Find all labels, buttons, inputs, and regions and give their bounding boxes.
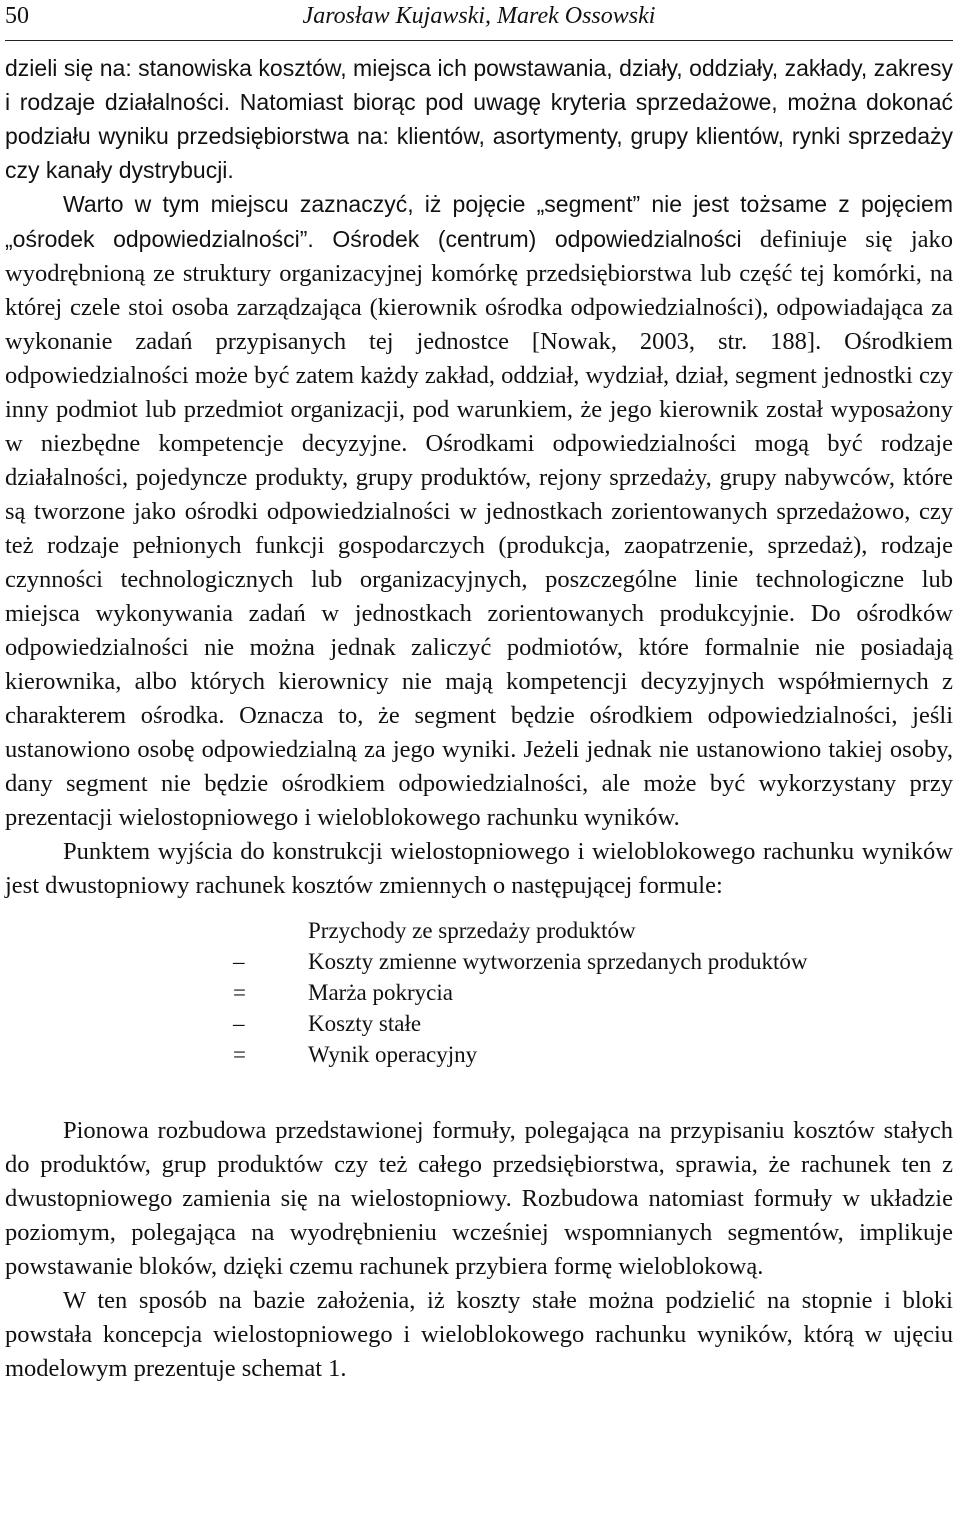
- spacer: [5, 1070, 953, 1114]
- formula-row: [5, 1039, 953, 1070]
- formula-text: Koszty zmienne wytworzenia sprzedanych produktów: [308, 949, 808, 974]
- paragraph-2-serif-part: definiuje się jako wyodrębnioną ze struktury organizacyjnej komórkę przedsiębiorstwa lub część tej komórki, na której czele stoi osoba zarządzająca (kierownik ośrodka odpowiedzialności), odpowiadająca za wykonanie zadań przypisanych tej jednostce [Nowak, 2003, str. 188]. Ośrodkiem odpowiedzialności może być zatem każdy zakład, oddział, wydział, dział, segment jednostki czy inny podmiot lub przedmiot organizacji, pod warunkiem, że jego kierownik został wyposażony w niezbędne kompetencje decyzyjne. Ośrodkami odpowiedzialności mogą być rodzaje działalności, pojedyncze produkty, grupy produktów, rejony sprzedaży, grupy nabywców, które są tworzone jako ośrodki odpowiedzialności w jednostkach zorientowanych sprzedażowo, czy też rodzaje pełnionych funkcji gospodarczych (produkcja, zaopatrzenie, sprzedaż), rodzaje czynności technologicznych lub organizacyjnych, poszczególne linie technologiczne lub miejsca wykonywania zadań w jednostkach zorientowanych produkcyjnie. Do ośrodków odpowiedzialności nie można jednak zaliczyć podmiotów, które formalnie nie posiadają kierownika, albo których kierownicy nie mają kompetencji decyzyjnych współmiernych z charakterem ośrodka. Oznacza to, że segment będzie ośrodkiem odpowiedzialności, jeśli ustanowiono osobę odpowiedzialną za jego wyniki. Jeżeli jednak nie ustanowiono takiej osoby, dany segment nie będzie ośrodkiem odpowiedzialności, ale może być wykorzystany przy prezentacji wielostopniowego i wieloblokowego rachunku wyników.: [5, 226, 954, 831]
- formula-operator: =: [233, 1042, 246, 1067]
- page-header: [5, 0, 953, 41]
- formula-row: [5, 915, 953, 946]
- formula-row: [5, 977, 953, 1008]
- paragraph-1: dzieli się na: stanowiska kosztów, miejsca ich powstawania, działy, oddziały, zakłady, zakresy i rodzaje działalności. Natomiast biorąc pod uwagę kryteria sprzedażowe, można dokonać podziału wyniku przedsiębiorstwa na: klientów, asortymenty, grupy klientów, rynki sprzedaży czy kanały dystrybucji.: [5, 55, 953, 183]
- body-text: [5, 51, 953, 1386]
- formula-row: [5, 1008, 953, 1039]
- running-head: Jarosław Kujawski, Marek Ossowski: [302, 3, 656, 29]
- formula-text: Wynik operacyjny: [308, 1042, 478, 1067]
- formula-operator: =: [233, 980, 246, 1005]
- paragraph-4: Pionowa rozbudowa przedstawionej formuły, polegająca na przypisaniu kosztów stałych do produktów, grup produktów czy też całego przedsiębiorstwa, sprawia, że rachunek ten z dwustopniowego zamienia się na wielostopniowy. Rozbudowa natomiast formuły w układzie poziomym, polegająca na wyodrębnieniu wcześniej wspomnianych segmentów, implikuje powstawanie bloków, dzięki czemu rachunek przybiera formę wieloblokową.: [5, 1117, 953, 1280]
- paragraph-2-sans-part: Warto w tym miejscu zaznaczyć, iż pojęcie „segment” nie jest tożsame z pojęciem „ośrodek odpowiedzialności”. Ośrodek (centrum) odpowiedzialności: [5, 191, 953, 252]
- document-page: [5, 0, 953, 1386]
- formula-text: Koszty stałe: [308, 1011, 422, 1036]
- page-number: 50: [5, 3, 29, 29]
- formula-block: [5, 915, 953, 1070]
- paragraph-5: W ten sposób na bazie założenia, iż koszty stałe można podzielić na stopnie i bloki powstała koncepcja wielostopniowego i wieloblokowego rachunku wyników, którą w ujęciu modelowym prezentuje schemat 1.: [5, 1287, 953, 1382]
- paragraph-3: Punktem wyjścia do konstrukcji wielostopniowego i wieloblokowego rachunku wyników jest dwustopniowy rachunek kosztów zmiennych o następującej formule:: [5, 838, 953, 899]
- formula-text: Przychody ze sprzedaży produktów: [308, 918, 636, 943]
- formula-row: [5, 946, 953, 977]
- paragraph-2: [5, 187, 953, 835]
- formula-operator: –: [233, 949, 245, 974]
- formula-operator: –: [233, 1011, 245, 1036]
- formula-text: Marża pokrycia: [308, 980, 453, 1005]
